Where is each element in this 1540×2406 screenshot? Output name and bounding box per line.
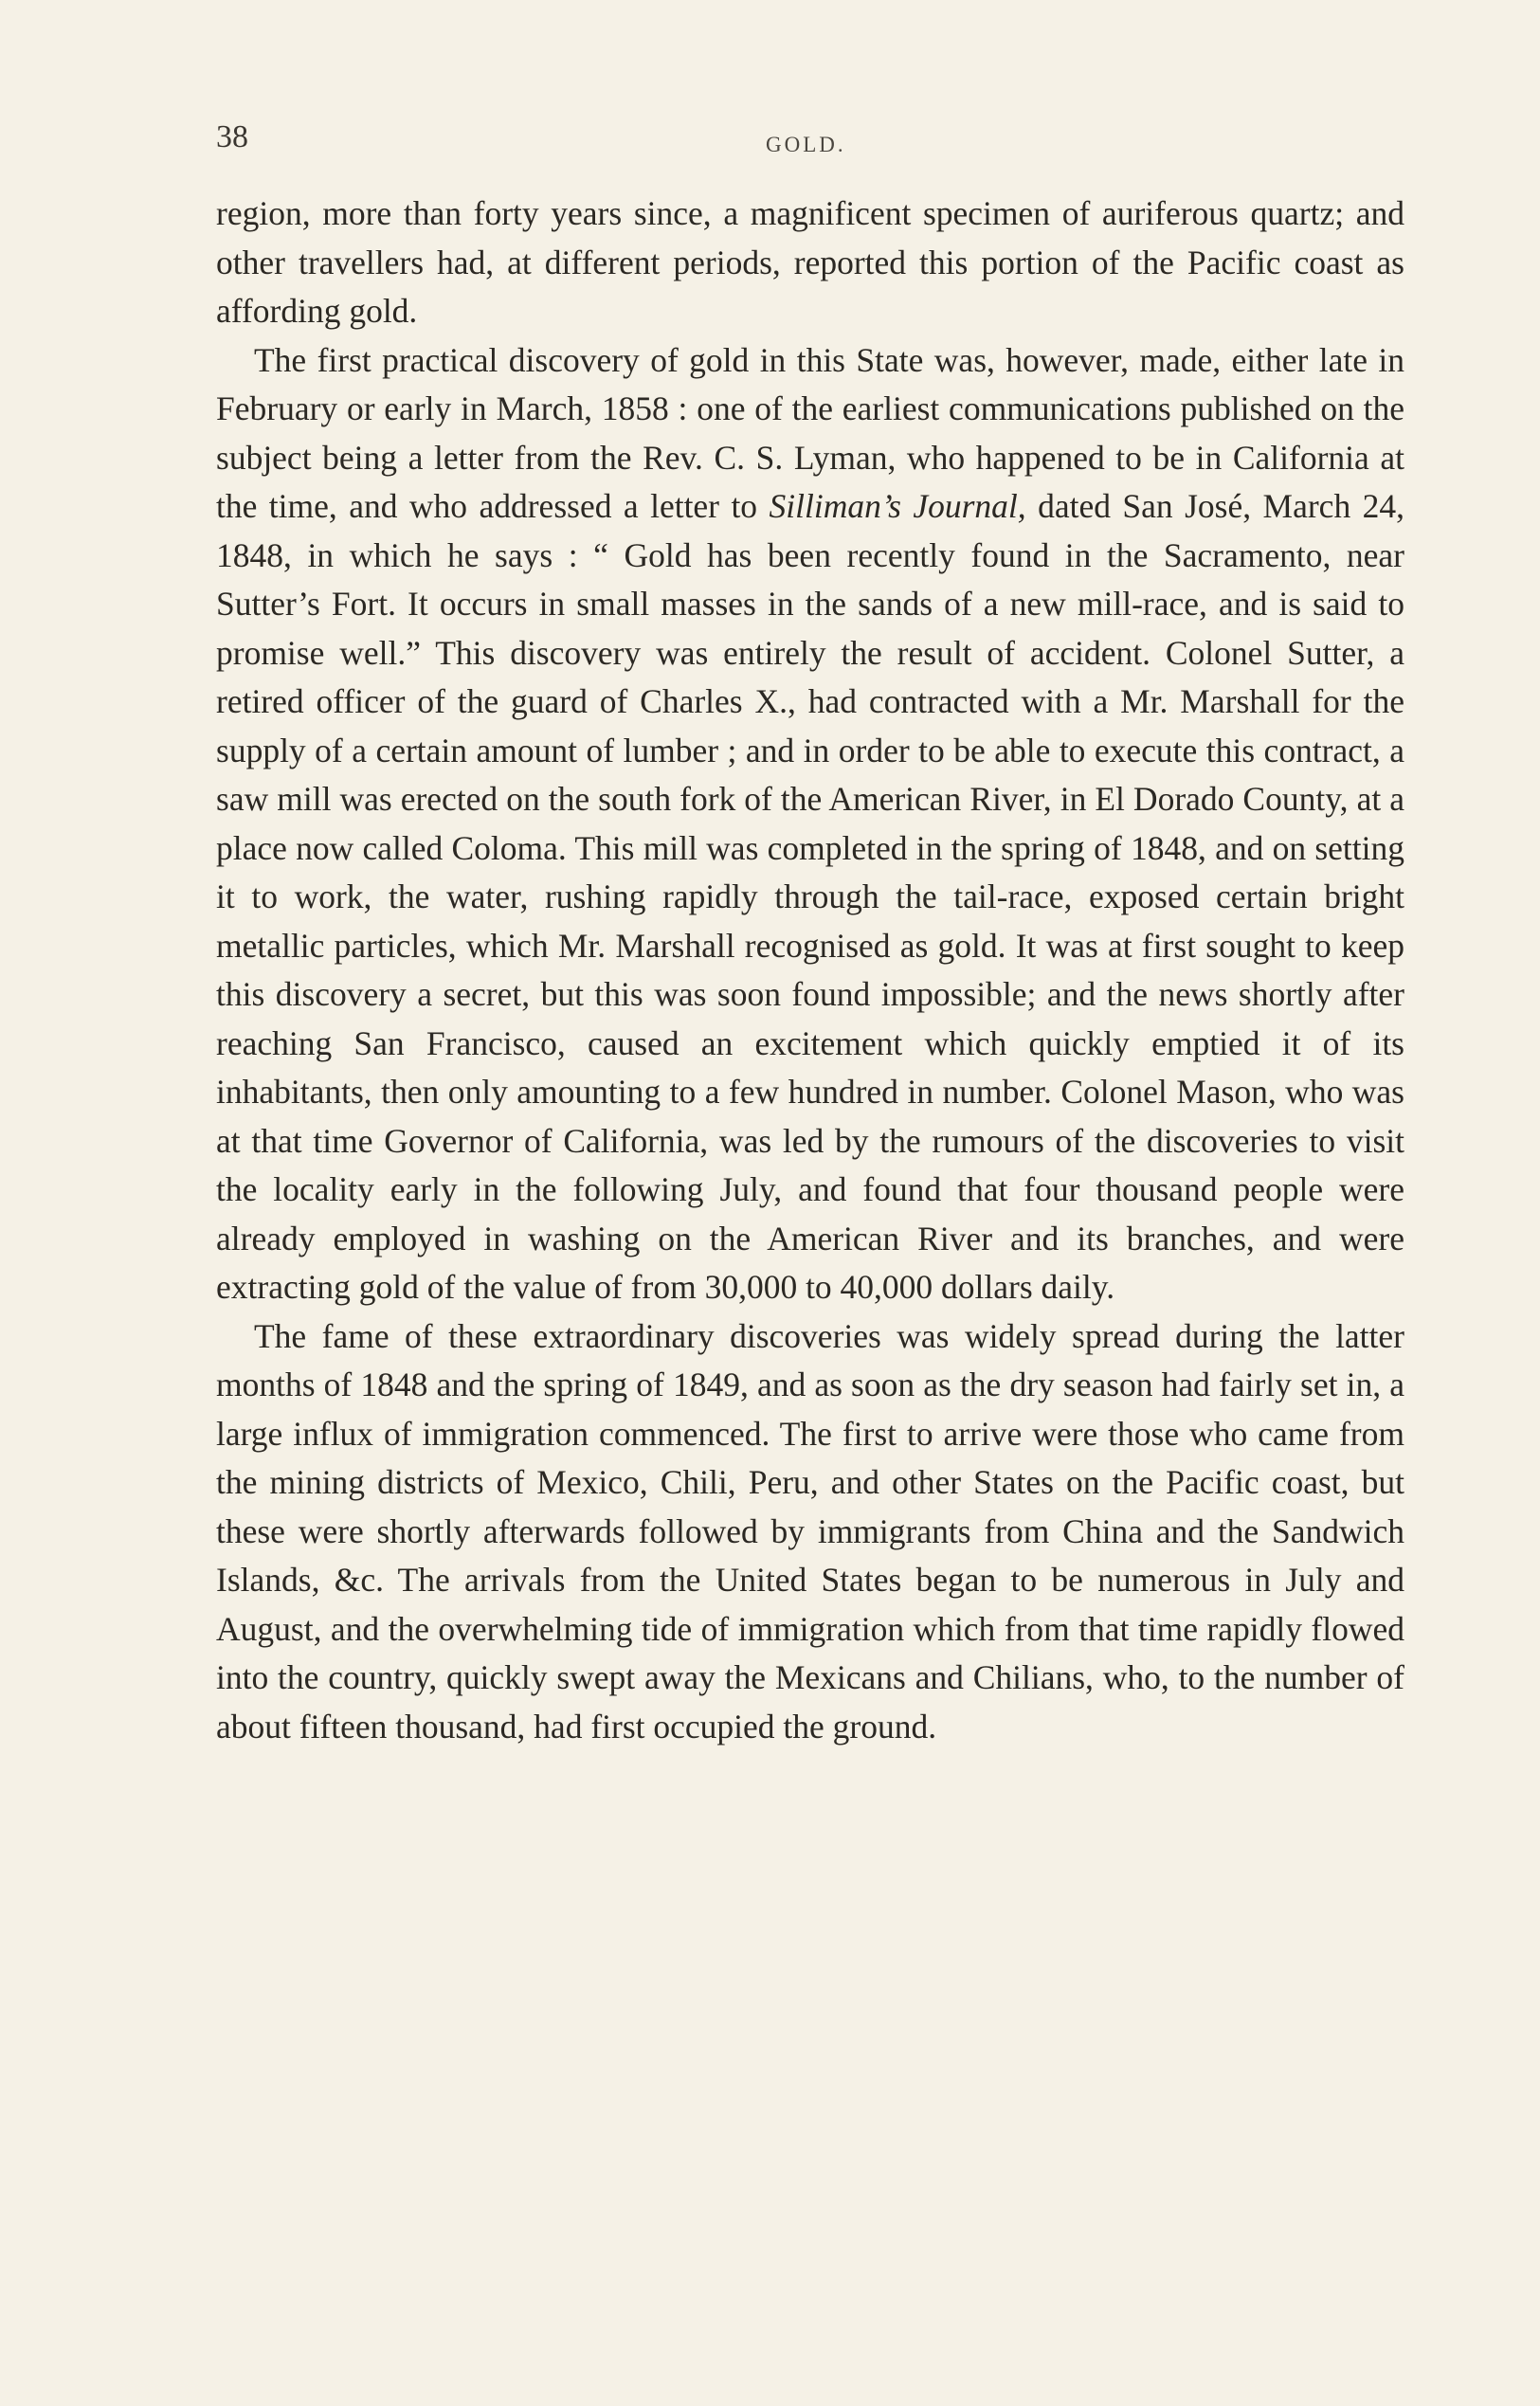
journal-title: Silliman’s Journal, [769,487,1026,525]
paragraph-text: The fame of these extraordinary discoveries was widely spread during the latter months of 1848 and the spring of 1849, and as soon as the dry season had fairly set in, a large influx of immigration commenced. The first to arrive were those who came from the mining districts of Mexico, Chili, Peru, and other States on the Pacific coast, but these were shortly afterwards followed by immigrants from China and the Sandwich Islands, &c. The arrivals from the United States began to be numerous in July and August, and the overwhelming tide of immigration which from that time rapidly flowed into the country, quickly swept away the Mexicans and Chilians, who, to the number of about fifteen thousand, had first occupied the ground. [216,1316,1404,1746]
paragraph-text: dated San José, March 24, 1848, in which he says : “ Gold has been recently found in the Sacramento, near Sutter’s Fort. It occurs in small masses in the sands of a new mill-race, and is said to promise well.” This discovery was entirely the result of accident. Colonel Sutter, a retired officer of the guard of Charles X., had contracted with a Mr. Marshall for the supply of a certain amount of lumber ; and in order to be able to execute this contract, a saw mill was erected on the south fork of the American River, in El Dorado County, at a place now called Coloma. This mill was completed in the spring of 1848, and on setting it to work, the water, rushing rapidly through the tail-race, exposed certain bright metallic particles, which Mr. Marshall recognised as gold. It was at first sought to keep this discovery a secret, but this was soon found impossible; and the news shortly after reaching San Francisco, caused an excitement which quickly emptied it of its inhabitants, then only amounting to a few hundred in number. Colonel Mason, who was at that time Governor of California, was led by the rumours of the discoveries to visit the locality early in the following July, and found that four thousand people were already employed in washing on the American River and its branches, and were extracting gold of the value of from 30,000 to 40,000 dollars daily. [216,487,1405,1306]
body-text [216,190,1404,1751]
paragraph-discovery [216,336,1404,1312]
paragraph-continuation [216,190,1404,336]
paragraph-text: region, more than forty years since, a magnificent specimen of auriferous quartz; and other travellers had, at different periods, reported this portion of the Pacific coast as affording gold. [216,194,1404,330]
running-head: GOLD. [766,133,846,156]
page-number: 38 [216,119,248,154]
page-header [216,119,1410,167]
paragraph-text: The first practical discovery of gold in this State was, however, made, either late in February or early in March, 1858 : one of the earliest communications published on the subject being a letter from the Rev. C. S. Lyman, who happened to be in California at the time, and who addressed a letter to [216,340,1404,525]
paragraph-immigration [216,1312,1404,1752]
